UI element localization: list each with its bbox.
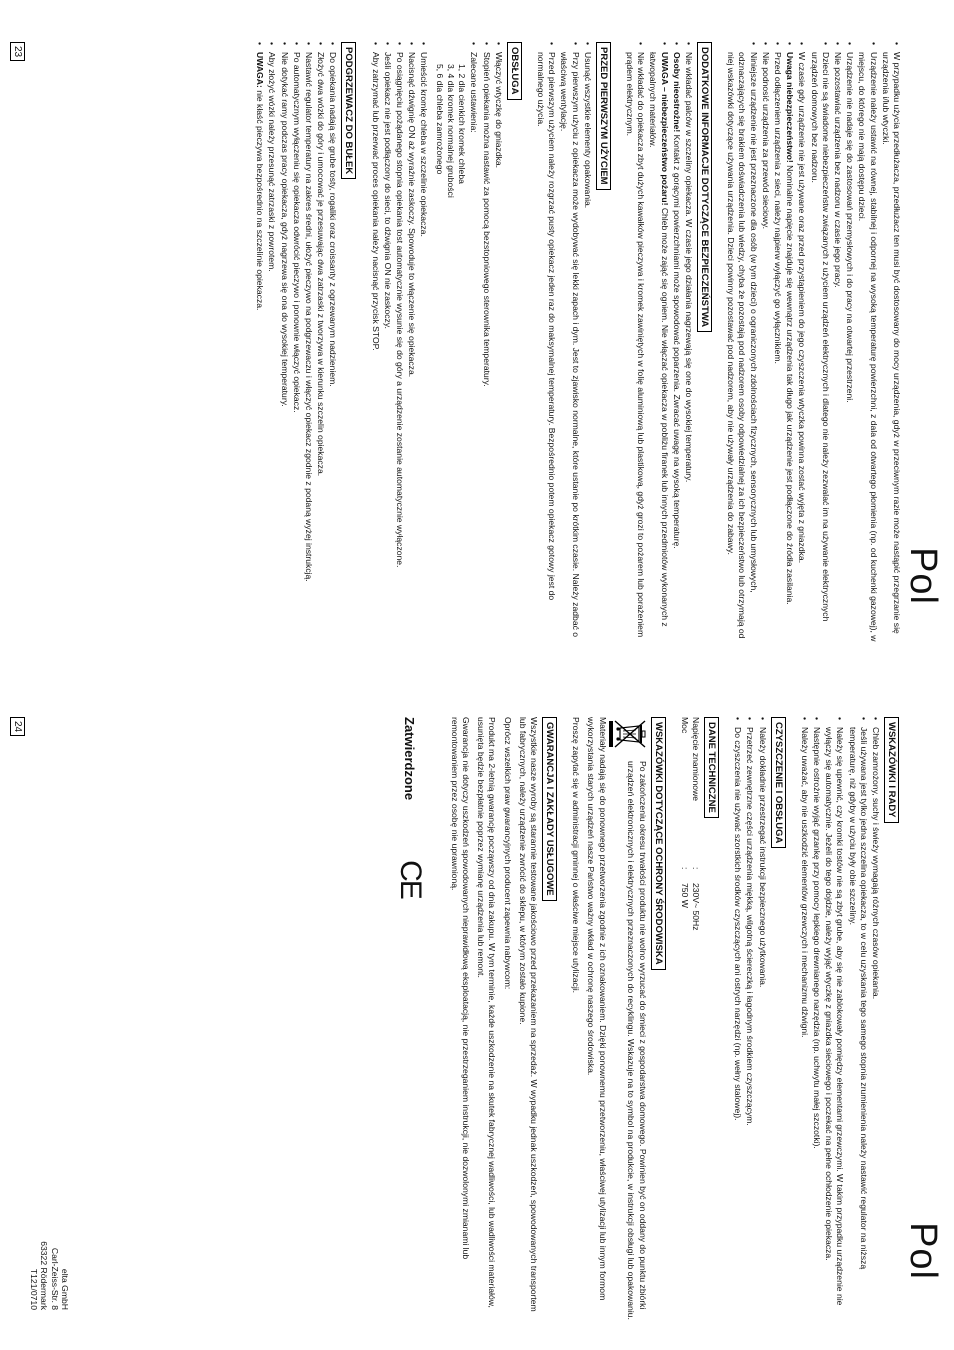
list-item	[784, 42, 795, 645]
list-item: • Nie podnosić urządzenia za przewód sieciowy.	[760, 42, 771, 645]
approval-row	[393, 717, 427, 1320]
list-item: • Należy uważać, aby nie uszkodzić elementów grzewczych i mechanizmu dźwigni.	[799, 717, 810, 1320]
page-number: 24	[10, 717, 25, 736]
list-item: • Włączyć wtyczkę do gniazdka.	[493, 42, 504, 645]
tech-label: Napięcie znamionowe	[690, 717, 701, 802]
list-item: • Przed odłączeniem urządzenia z sieci, należy najpierw wyłączyć go wyłącznikiem.	[772, 42, 783, 645]
section-heading: OBSŁUGA	[507, 42, 522, 100]
list-item: • Dzieci nie są świadome niebezpieczeństw związanych z użyciem urządzeń elektrycznych i dlatego nie należy zezwalać im na używanie elektrycznych urządzeń domowych bez nadzoru.	[808, 42, 830, 645]
list-item: • Niniejsze urządzenie nie jest przeznaczone dla osób (w tym dzieci) o ograniczonych zdolnościach fizycznych, sensorycznych lub umysłowych, odznaczających się brakiem doświadczenia lub wiedzy, chyba że pozostają pod nadzorem osoby odpowiedzialnej za ich bezpieczeństwo lub otrzymają od niej wskazówki dotyczące używania urządzenia. Dzieci powinny pozostawać pod nadzorem, aby nie używały urządzenia do zabawy.	[725, 42, 759, 645]
tips-section	[799, 717, 902, 1320]
warranty-paragraph: Produkt ma 2-letnią gwarancję począwszy od dnia zakupu. W tym terminie, każde uszkodzenie na skutek fabrycznej wadliwości, lub wadliwości materiałów, usunięta będzie bezpłatnie poprzez wymianę urządzenia lub remont.	[476, 717, 498, 1308]
warming-section	[254, 42, 359, 645]
list-item: • Nastawić regulator temperatury na zakres średni, ułożyć pieczywo na podgrzewaczu i włączyć opiekacz zgodnie z podaną wyżej instrukcją.	[303, 42, 314, 645]
list-item: • Aby zatrzymać lub przerwać proces opiekania należy nacisnąć przycisk STOP.	[369, 42, 380, 645]
warranty-section	[449, 717, 560, 1320]
tech-value: 750 W	[679, 883, 690, 908]
first-use-section	[535, 42, 614, 645]
address-line: 63322 Rödermark	[39, 1241, 50, 1310]
list-item	[254, 42, 265, 645]
warranty-paragraph: Wszystkie nasze wyroby są starannie testowane jakościowo przed przekazaniem na sprzedaż. W wypadku jednak uszkodzeń, spowodowanych transportem lub fabrycznych, należy urządzenie zwrócić do sklepu, w którym zostało kupione.	[517, 717, 539, 1312]
approved-label: Zatwierdzone	[402, 717, 418, 801]
warning-text: nie kłaść pieczywa bezpośrednio na szczelinie opiekacza.	[255, 87, 266, 311]
list-item: • Umieścić kromkę chleba w szczelinie opiekacza.	[418, 42, 429, 645]
ce-mark-icon: CE	[393, 860, 427, 898]
list-item: • Nie wkładać palców w szczeliny opiekacza. W czasie jego działania nagrzewają się one do wysokiej temperatury.	[683, 42, 694, 645]
warning-text: Chleb może zająć się ogniem. Nie włączać opiekacza w pobliżu firanek lub innych przedmiotów wykonanych z łatwopalnych materiałów.	[648, 52, 670, 627]
env-paragraph: Proszę zapytać się w administracji gminnej o właściwe miejsce utylizacji.	[571, 717, 582, 994]
section-heading: PRZED PIERWSZYM UŻYCIEM	[596, 42, 611, 190]
setting-row: 1, 2 dla cienkich kromek chleba	[457, 64, 468, 184]
intro-list	[725, 42, 902, 645]
setting-row: 5, 6 dla chleba zamrożonego	[434, 64, 445, 175]
list-item: • Nie dotykać ramy podczas pracy opiekacza, gdyż nagrzewa się ona do wysokiej temperatury.	[278, 42, 289, 645]
list-item: • Do czyszczenia nie używać szorstkich środków czyszczących ani ostrych narzędzi (np. wełny stalowej).	[732, 717, 743, 1320]
operation-section	[369, 42, 524, 645]
tech-label: Moc	[679, 717, 690, 734]
cleaning-section	[732, 717, 789, 1320]
warning-text: Kontakt z gorącymi powierzchniami może spowodować poparzenia. Zwracać uwagę na wysoką temperaturę.	[671, 132, 682, 549]
page-header-lang: Pol	[902, 1222, 944, 1280]
safety-section	[624, 42, 715, 645]
list-item: • Następnie ostrożnie wyjąć grzankę przy pomocy lepkiego drewnianego narzędzia (np. uchwytu małej szczotki).	[811, 717, 822, 1320]
section-heading: GWARANCJA I ZAKŁADY USŁUGOWE	[542, 717, 557, 901]
list-item: • Nie wkładać do opiekacza zbyt dużych kawałków pieczywa i kromek zawiniętych w folię aluminiową lub plastikową, gdyż grozi to pożarem lub porażeniem prądem elektrycznym.	[624, 42, 646, 645]
list-item: • Należy dokładnie przestrzegać instrukcji bezpiecznego użytkowania.	[756, 717, 767, 1320]
list-item: • Należy się upewnić, czy kromki tostów nie są zbyt grube, aby się nie zablokowały pomiędzy elementami grzewczymi. W takim przypadku urządzenie nie wyłączy się automatycznie. Jeżeli do tego dojdzie, należy wyjąć wtyczkę z gniazdka sieciowego i poczekać na pełne ochłodzenie opiekacza.	[823, 717, 845, 1320]
list-item: • Złożyć dwa wózki do góry i umocować je przesuwając dwa zatrzaski z tworzywa w kierunku szczelin opiekacza.	[315, 42, 326, 645]
settings-list	[434, 42, 468, 645]
env-paragraph: Po zakończeniu okresu trwałości produktu nie wolno wyrzucać do śmieci z gospodarstwa domowego. Powinien być on oddany do punktu zbiórki urządzeń elektronicznych i elektrycznych przeznaczonych do recyklingu. Wskazuje na to symbol na produkcie, w instrukcji obsługi lub opakowaniu.	[626, 761, 648, 1320]
section-heading: PODGRZEWACZ DO BUŁEK	[341, 42, 356, 179]
list-item: • Chleb zamrożony, suchy i świeży wymagają różnych czasów opiekania.	[870, 717, 881, 1320]
section-heading: DANE TECHNICZNE	[704, 717, 719, 818]
list-item: • Przetrzeć zewnętrzne części urządzenia miękką, wilgotną ściereczką i łagodnym środkiem czyszczącym.	[744, 717, 755, 1320]
warning-label: UWAGA:	[255, 52, 266, 88]
list-item: • Zalecane ustawienia:	[468, 42, 479, 645]
list-item: • Po osiągnięciu pożądanego stopnia opiekania tost automatycznie wysunie się do góry a urządzenie zostanie automatycznie wyłączone.	[394, 42, 405, 645]
environment-section	[570, 717, 669, 1320]
list-item	[671, 42, 682, 645]
list-item: • Nie pozostawiać urządzenia bez nadzoru w czasie jego pracy.	[832, 42, 843, 645]
warning-label: Osoby nieostrożne!	[671, 52, 682, 133]
list-item: • Aby złożyć wózki należy przesunąć zatrzaski z powrotem.	[266, 42, 277, 645]
page-header-lang: Pol	[902, 547, 944, 605]
page-number: 23	[10, 42, 25, 61]
warning-label: Uwaga niebezpieczeństwo!	[785, 52, 796, 163]
tech-sep: :	[679, 867, 690, 870]
list-item: • Przy pierwszym użyciu z opiekacza może wydobywać się lekki zapach i dym. Jest to zjawisko normalne, które ustanie po krótkim czasie. Należy zadbać o właściwą wentylację.	[558, 42, 580, 645]
setting-row: 3, 4 dla kromek normalnej grubości	[445, 64, 456, 198]
section-heading: WSKAZÓWKI I RADY	[884, 717, 899, 823]
warning-text: Nominalne napięcie znajduje się wewnątrz urządzenia tak długo jak urządzenie jest podłączone do źródła zasilania.	[785, 162, 796, 605]
list-item: • Stopień opiekania można nastawić za pomocą bezstopniowego sterownika temperatury.	[480, 42, 491, 645]
list-item: • Nacisnąć dźwignię ON aż wyraźnie zaskoczy. Spowoduje to włączenie się opiekacza.	[406, 42, 417, 645]
section-heading: WSKAZÓWKI DOTYCZĄCE OCHRONY ŚRODOWISKA	[651, 717, 666, 970]
crossed-bin-icon	[608, 717, 648, 751]
manufacturer-address	[28, 1241, 70, 1310]
list-item: • W czasie gdy urządzenie nie jest używane oraz przed przystąpieniem do jego czyszczenia wtyczka powinna zostać wyjęta z gniazdka.	[796, 42, 807, 645]
list-item: • W przypadku użycia przedłużacza, przedłużacz ten musi być dostosowany do mocy urządzenia, gdyż w przeciwnym razie może nastąpić przegrzanie się urządzenia i/lub wtyczki.	[880, 42, 902, 645]
list-item: • Jeśli opiekacz nie jest podłączony do sieci, to dźwignia ON nie zaskoczy.	[382, 42, 393, 645]
list-item: • Przed pierwszym użyciem należy rozgrzać pusty opiekacz jeden raz do maksymalnej temperatury. Bezpośrednio potem opiekacz gotowy jest do normalnego użycia.	[535, 42, 557, 645]
address-line: Carl-Zeiss-Str. 8	[49, 1247, 60, 1310]
list-item: • Urządzenie nie nadaje się do zastosowań przemysłowych i do pracy na otwartej przestrzeni.	[844, 42, 855, 645]
tech-sep: :	[690, 867, 701, 870]
warranty-paragraph: Gwarancja nie dotyczy uszkodzeń spowodowanych nieprawidłową eksploatacją, nie przestrzeganiem instrukcji, nie dozwolonymi zmianami lub remontowaniem przez osobę nie uprawnioną.	[449, 717, 471, 1260]
list-item: • Jeśli używana jest tylko jedna szczelina opiekacza, to w celu uzyskania tego samego stopnia zrumienienia należy nastawić regulator na niższą temperaturę, niż gdyby w użyciu były obie szczeliny.	[846, 717, 868, 1320]
list-item: • Urządzenie należy ustawić na równej, stabilnej i odpornej na wysoką temperaturę powierzchni, z dala od otwartego płomienia (np. od kuchenki gazowej), w miejscu, do którego nie mają dostępu dzieci.	[856, 42, 878, 645]
warning-label: UWAGA – niebezpieczeństwo pożaru!	[659, 52, 670, 206]
list-item: • Po automatycznym wyłączeniu się opiekacza odwrócić pieczywo i ponownie włączyć opiekacz.	[291, 42, 302, 645]
address-line: elta GmbH	[60, 1268, 71, 1310]
tech-table	[679, 717, 701, 1320]
list-item: • Usunąć wszystkie elementy opakowania.	[582, 42, 593, 645]
tech-value: 230V~ 50Hz	[690, 883, 701, 931]
address-line: T121/0710	[28, 1268, 39, 1310]
section-heading: DODATKOWE INFORMACJE DOTYCZĄCE BEZPIECZEŃSTWA	[697, 42, 712, 332]
env-paragraph: Materiały nadają się do ponownego przetworzenia zgodnie z ich oznakowaniem. Dzięki ponownemu przetworzeniu, właściwej utylizacji lub innym formom wykorzystania starych urządzeń nasze Państwo ważny wkład w ochronę naszego środowiska.	[586, 717, 608, 1301]
tech-section	[679, 717, 722, 1320]
warranty-paragraph: Oprócz wszelkich praw gwarancyjnych producent zapewnia nabywcom:	[502, 717, 513, 990]
section-heading: CZYSZCZENIE I OBSŁUGA	[771, 717, 786, 848]
list-item: • Do opiekania nadają się grube tosty, rogaliki oraz croissanty z ogrzewanym nadzieniem.	[327, 42, 338, 645]
page-24	[0, 675, 954, 1350]
list-item	[647, 42, 669, 645]
